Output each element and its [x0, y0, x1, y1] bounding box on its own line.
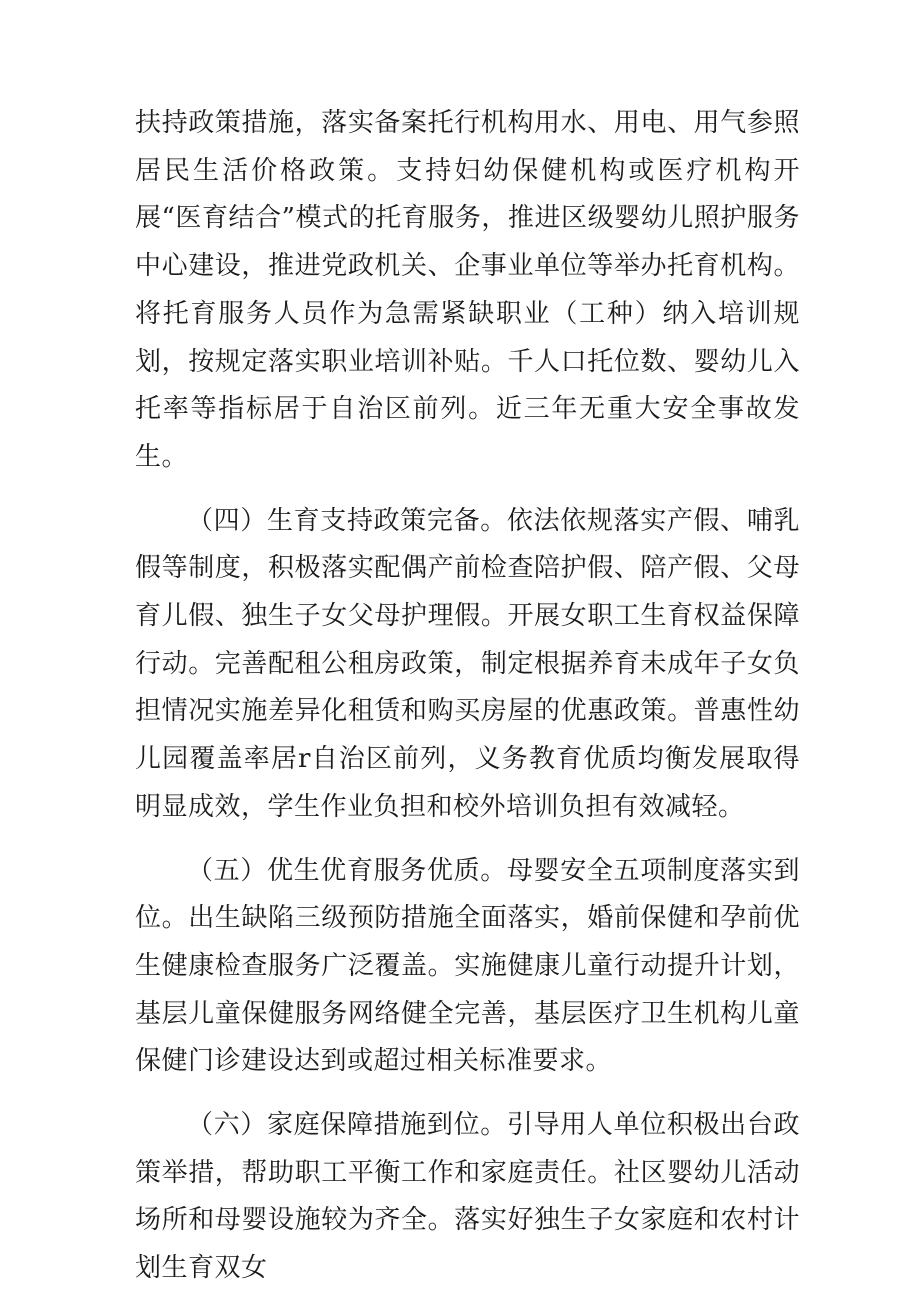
- paragraph-spacer: [135, 482, 800, 498]
- paragraph-spacer: [135, 832, 800, 848]
- paragraph-continuation: 扶持政策措施，落实备案托行机构用水、用电、用气参照居民生活价格政策。支持妇幼保健机构或医疗机构开展“医育结合”模式的托育服务，推进区级婴幼儿照护服务中心建设，推进党政机关、企事业单位等举办托育机构。将托育服务人员作为急需紧缺职业（工种）纳入培训规划，按规定落实职业培训补贴。千人口托位数、婴幼儿入托率等指标居于自治区前列。近三年无重大安全事故发生。: [135, 108, 800, 472]
- document-body: [135, 100, 800, 1293]
- paragraph-section-6: （六）家庭保障措施到位。引导用人单位积极出台政策举措，帮助职工平衡工作和家庭责任。社区婴幼儿活动场所和母婴设施较为齐全。落实好独生子女家庭和农村计划生育双女: [135, 1110, 800, 1284]
- paragraph-section-5: （五）优生优育服务优质。母婴安全五项制度落实到位。出生缺陷三级预防措施全面落实，婚前保健和孕前优生健康检查服务广泛覆盖。实施健康儿童行动提升计划，基层儿童保健服务网络健全完善，基层医疗卫生机构儿童保健门诊建设达到或超过相关标准要求。: [135, 855, 800, 1077]
- paragraph-spacer: [135, 1086, 800, 1102]
- paragraph-section-4: （四）生育支持政策完备。依法依规落实产假、哺乳假等制度，积极落实配偶产前检查陪护假、陪产假、父母育儿假、独生子女父母护理假。开展女职工生育权益保障行动。完善配租公租房政策，制定根据养育未成年子女负担情况实施差异化租赁和购买房屋的优惠政策。普惠性幼儿园覆盖率居r自治区前列，义务教育优质均衡发展取得明显成效，学生作业负担和校外培训负担有效减轻。: [135, 505, 800, 822]
